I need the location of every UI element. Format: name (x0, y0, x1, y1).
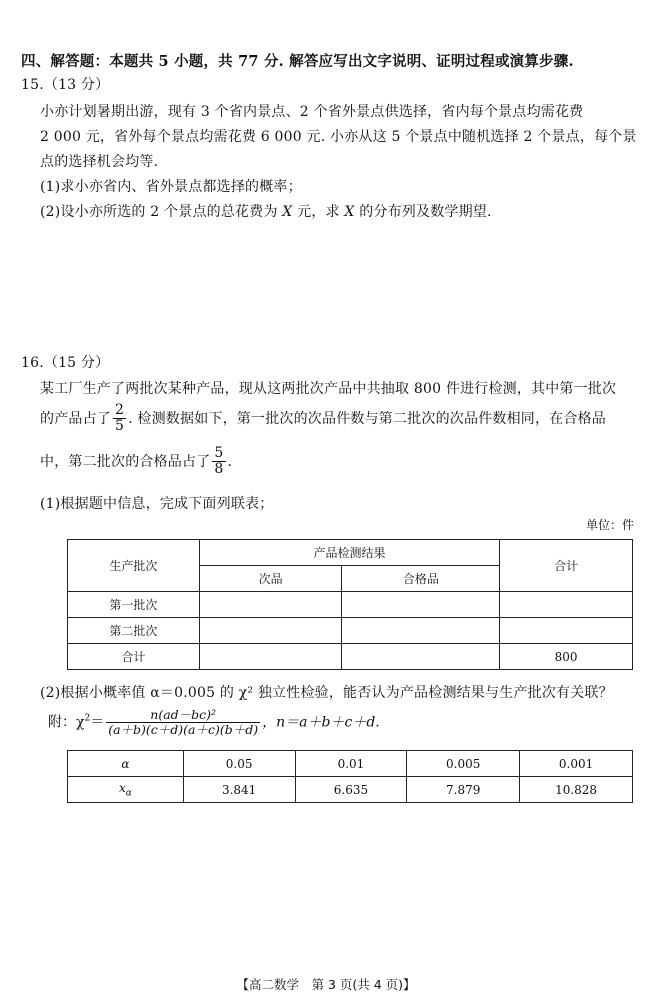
answer-cell (342, 618, 500, 644)
q16-part2: (2)根据小概率值 α＝0.005 的 χ² 独立性检验，能否认为产品检测结果与生产批次有关联？ (40, 685, 613, 701)
q15-part2: (2)设小亦所选的 2 个景点的总花费为 X 元，求 X 的分布列及数学期望. (40, 204, 492, 220)
q16-line-3: 中，第二批次的合格品占了 $\frac{5}{8}$ . (40, 445, 233, 478)
critical-value: 6.635 (295, 777, 407, 803)
formula-fraction: $\frac{\text{n(ad－bc)²}}{(a+b)(c+d)(a+c)(b+d)}$ (108, 707, 259, 737)
table-row (68, 592, 633, 618)
critical-value-table (67, 750, 633, 803)
row-label: 第一批次 (68, 592, 200, 618)
alpha-row (68, 751, 633, 777)
section-heading: 四、解答题：本题共 5 小题，共 77 分. 解答应写出文字说明、证明过程或演算步骤. (21, 53, 574, 70)
answer-cell (342, 644, 500, 670)
q16-number: 16.（15 分） (21, 355, 110, 371)
critical-value: 10.828 (520, 777, 633, 803)
fraction-two-fifths: $\frac{2}{5}$ (115, 402, 125, 435)
x-alpha-label: $x_\alpha$ (68, 777, 184, 803)
alpha-value: 0.005 (407, 751, 520, 777)
answer-cell (500, 592, 633, 618)
alpha-value: 0.05 (183, 751, 295, 777)
answer-cell (199, 592, 342, 618)
q16-line-1: 某工厂生产了两批次某种产品，现从这两批次产品中共抽取 800 件进行检测，其中第一批次 (40, 381, 617, 397)
q15-number: 15.（13 分） (21, 77, 110, 93)
answer-cell (199, 618, 342, 644)
table-row (68, 618, 633, 644)
critical-value-row (68, 777, 633, 803)
row-label: 合计 (68, 644, 200, 670)
q15-part1: (1)求小亦省内、省外景点都选择的概率； (40, 179, 302, 195)
header-result: 产品检测结果 (199, 540, 499, 566)
q16-part1: (1)根据题中信息，完成下面列联表； (40, 496, 274, 512)
header-total: 合计 (500, 540, 633, 592)
total-cell: 800 (500, 644, 633, 670)
q15-para-line-2: 2 000 元，省外每个景点均需花费 6 000 元. 小亦从这 5 个景点中随机选择 2 个景点，每个景 (40, 129, 637, 145)
alpha-value: 0.01 (295, 751, 407, 777)
header-batch: 生产批次 (68, 540, 200, 592)
answer-cell (199, 644, 342, 670)
critical-value: 3.841 (183, 777, 295, 803)
page-footer: 【高二数学 第 3 页(共 4 页)】 (236, 977, 416, 992)
table-row (68, 644, 633, 670)
contingency-table (67, 539, 633, 670)
q16-line-2: 的产品占了 $\frac{2}{5}$ . 检测数据如下，第一批次的次品件数与第二批次的次品件数相同，在合格品 (40, 402, 607, 435)
row-label: 第二批次 (68, 618, 200, 644)
header-good: 合格品 (342, 566, 500, 592)
q15-para-line-1: 小亦计划暑期出游，现有 3 个省内景点、2 个省外景点供选择，省内每个景点均需花费 (40, 104, 584, 120)
alpha-label: α (68, 751, 184, 777)
unit-label: 单位：件 (585, 518, 634, 532)
chi-square-formula: 附：$\chi^2=$ $\frac{\text{n(ad－bc)²}}{(a+b)(c+d)(a+c)(b+d)}$ ，n＝a＋b＋c＋d. (48, 707, 380, 737)
fraction-five-eighths: $\frac{5}{8}$ (214, 445, 224, 478)
answer-cell (342, 592, 500, 618)
critical-value: 7.879 (407, 777, 520, 803)
header-defect: 次品 (199, 566, 342, 592)
alpha-value: 0.001 (520, 751, 633, 777)
q15-para-line-3: 点的选择机会均等. (40, 154, 159, 170)
answer-cell (500, 618, 633, 644)
